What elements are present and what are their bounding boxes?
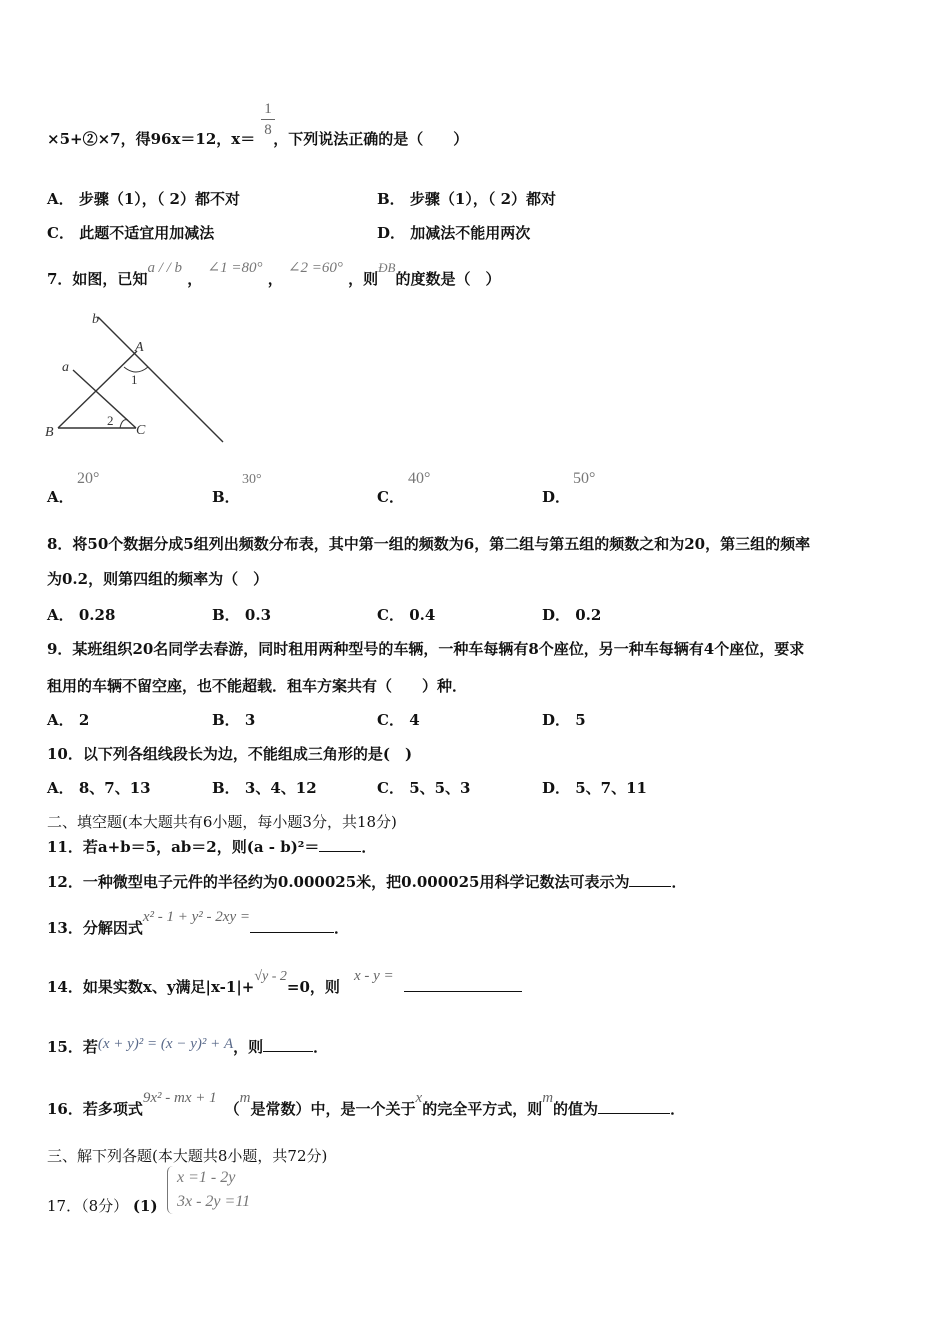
- q15: [47, 1036, 328, 1057]
- q14-sqrt: √y - 2: [254, 969, 287, 984]
- q13-formula: x² - 1 + y² - 2xy =: [142, 909, 250, 925]
- q11: [47, 836, 376, 857]
- q7-option-a: A．: [47, 488, 74, 506]
- q8-line-1: 8．将50个数据分成5组列出频数分布表，其中第一组的频数为6，第二组与第五组的频数之和为20，第三组的频率: [47, 535, 811, 553]
- q10-option-d: D． 5、7、11: [542, 779, 647, 797]
- q7-then: ，则: [348, 270, 379, 288]
- q16-end: ．: [670, 1100, 686, 1118]
- q16-polynomial: 9x² - mx + 1: [142, 1090, 217, 1106]
- q10-option-c: C． 5、5、3: [377, 779, 471, 797]
- section-3-heading: 三、解下列各题(本大题共8小题，共72分): [47, 1147, 328, 1165]
- q7-option-d: D．: [542, 488, 571, 506]
- q6-option-a: A． 步骤（1），（ 2）都不对: [47, 190, 240, 208]
- q15-formula: (x + y)² = (x − y)² + A: [97, 1036, 234, 1052]
- q8-option-a: A． 0.28: [47, 606, 116, 624]
- q6-option-d: D． 加减法不能用两次: [377, 224, 531, 242]
- line-b: [98, 317, 223, 442]
- q12-text: 12．一种微型电子元件的半径约为0.000025米，把0.000025用科学记数法可表示为: [47, 873, 630, 891]
- label-B: B: [45, 425, 54, 440]
- q16-part-3: 的完全平方式，则: [422, 1100, 543, 1118]
- q15-text: 15．若: [47, 1038, 98, 1056]
- q9-option-c: C． 4: [377, 711, 420, 729]
- label-b: b: [92, 312, 99, 327]
- q9-line-2: 租用的车辆不留空座，也不能超载．租车方案共有（ ）种．: [47, 677, 468, 695]
- q6-stem-text: ×5+②×7，得96x＝12，x＝: [47, 130, 256, 148]
- q14-mid: =0，则: [286, 978, 340, 996]
- label-a: a: [62, 360, 69, 375]
- q8-option-b: B． 0.3: [212, 606, 272, 624]
- q16-answer-blank[interactable]: [598, 1099, 670, 1114]
- q17: [47, 1195, 158, 1216]
- q16-m-1: m: [239, 1090, 251, 1106]
- q7-option-b-value: 30°: [242, 472, 262, 487]
- q10-option-a: A． 8、7、13: [47, 779, 151, 797]
- q7-comma-1: ，: [187, 270, 203, 288]
- q7-option-c-value: 40°: [408, 470, 431, 487]
- label-2: 2: [107, 413, 114, 428]
- q11-text: 11．若a+b＝5，ab＝2，则(a - b)²＝: [47, 838, 320, 856]
- q7-option-a-value: 20°: [77, 470, 100, 487]
- q10-option-b: B． 3、4、12: [212, 779, 317, 797]
- q16-m-2: m: [542, 1090, 554, 1106]
- q6-option-b: B． 步骤（1），（ 2）都对: [377, 190, 557, 208]
- q7-angle2-condition: ∠2 =60°: [287, 260, 343, 276]
- q12-answer-blank[interactable]: [629, 872, 671, 887]
- q7-parallel-condition: a / / b: [147, 260, 183, 276]
- q14-answer-blank[interactable]: [404, 977, 522, 992]
- q13: [47, 909, 349, 938]
- q11-answer-blank[interactable]: [319, 837, 361, 852]
- q7-option-c: C．: [377, 488, 404, 506]
- q13-end: ．: [333, 919, 349, 937]
- q17-equation-system: [171, 1166, 250, 1214]
- q6-stem: [47, 128, 468, 149]
- q7-angle-b: ÐB: [378, 260, 396, 275]
- q10-stem: 10．以下列各组线段长为边，不能组成三角形的是( ): [47, 745, 413, 763]
- label-1: 1: [131, 372, 138, 387]
- q7-figure: [40, 305, 240, 450]
- q13-answer-blank[interactable]: [250, 918, 334, 933]
- q16-text: 16．若多项式: [47, 1100, 143, 1118]
- section-2-heading: 二、填空题(本大题共有6小题，每小题3分，共18分): [47, 813, 397, 831]
- fraction-denominator: 8: [264, 122, 272, 138]
- q15-end: ．: [313, 1038, 329, 1056]
- q16-part-4: 的值为: [553, 1100, 599, 1118]
- q15-answer-blank[interactable]: [263, 1037, 313, 1052]
- q14-formula: x - y =: [353, 968, 394, 984]
- q12: [47, 871, 686, 892]
- q14: [47, 968, 522, 997]
- q17-part-label: (1): [132, 1197, 158, 1215]
- q6-stem-tail: ，下列说法正确的是（ ）: [273, 130, 469, 148]
- system-brace: [167, 1166, 174, 1214]
- q7-option-d-value: 50°: [573, 470, 596, 487]
- q7-stem: [47, 260, 501, 289]
- q16: [47, 1090, 686, 1119]
- q13-text: 13．分解因式: [47, 919, 143, 937]
- q7-angle1-condition: ∠1 =80°: [207, 260, 263, 276]
- q8-option-c: C． 0.4: [377, 606, 436, 624]
- q16-x: x: [415, 1090, 423, 1106]
- q7-prefix: 7．如图，已知: [47, 270, 148, 288]
- q7-suffix: 的度数是（ ）: [395, 270, 501, 288]
- q8-line-2: 为0.2，则第四组的频率为（ ）: [47, 570, 269, 588]
- q6-option-c: C． 此题不适宜用加减法: [47, 224, 215, 242]
- q9-option-a: A． 2: [47, 711, 90, 729]
- q16-part-2: 是常数）中，是一个关于: [250, 1100, 416, 1118]
- q7-option-b: B．: [212, 488, 240, 506]
- q17-text: 17．（8分）: [47, 1197, 129, 1215]
- q15-mid: ，则: [233, 1038, 264, 1056]
- q8-option-d: D． 0.2: [542, 606, 602, 624]
- q9-option-b: B． 3: [212, 711, 256, 729]
- q16-paren-open: （: [224, 1100, 240, 1118]
- fraction-numerator: 1: [264, 101, 272, 117]
- q17-equation-1: x =1 - 2y: [177, 1169, 236, 1186]
- q7-comma-2: ，: [267, 270, 283, 288]
- label-C: C: [136, 423, 146, 438]
- q11-end: ．: [361, 838, 377, 856]
- q17-equation-2: 3x - 2y =11: [177, 1193, 251, 1210]
- q14-text: 14．如果实数x、y满足|x-1|+: [47, 978, 255, 996]
- q12-end: ．: [671, 873, 687, 891]
- q9-option-d: D． 5: [542, 711, 586, 729]
- q9-line-1: 9．某班组织20名同学去春游，同时租用两种型号的车辆，一种车每辆有8个座位，另一种车每辆有4个座位，要求: [47, 640, 805, 658]
- label-A: A: [135, 340, 144, 355]
- segment-ba: [58, 351, 137, 428]
- angle-2-arc: [120, 420, 128, 428]
